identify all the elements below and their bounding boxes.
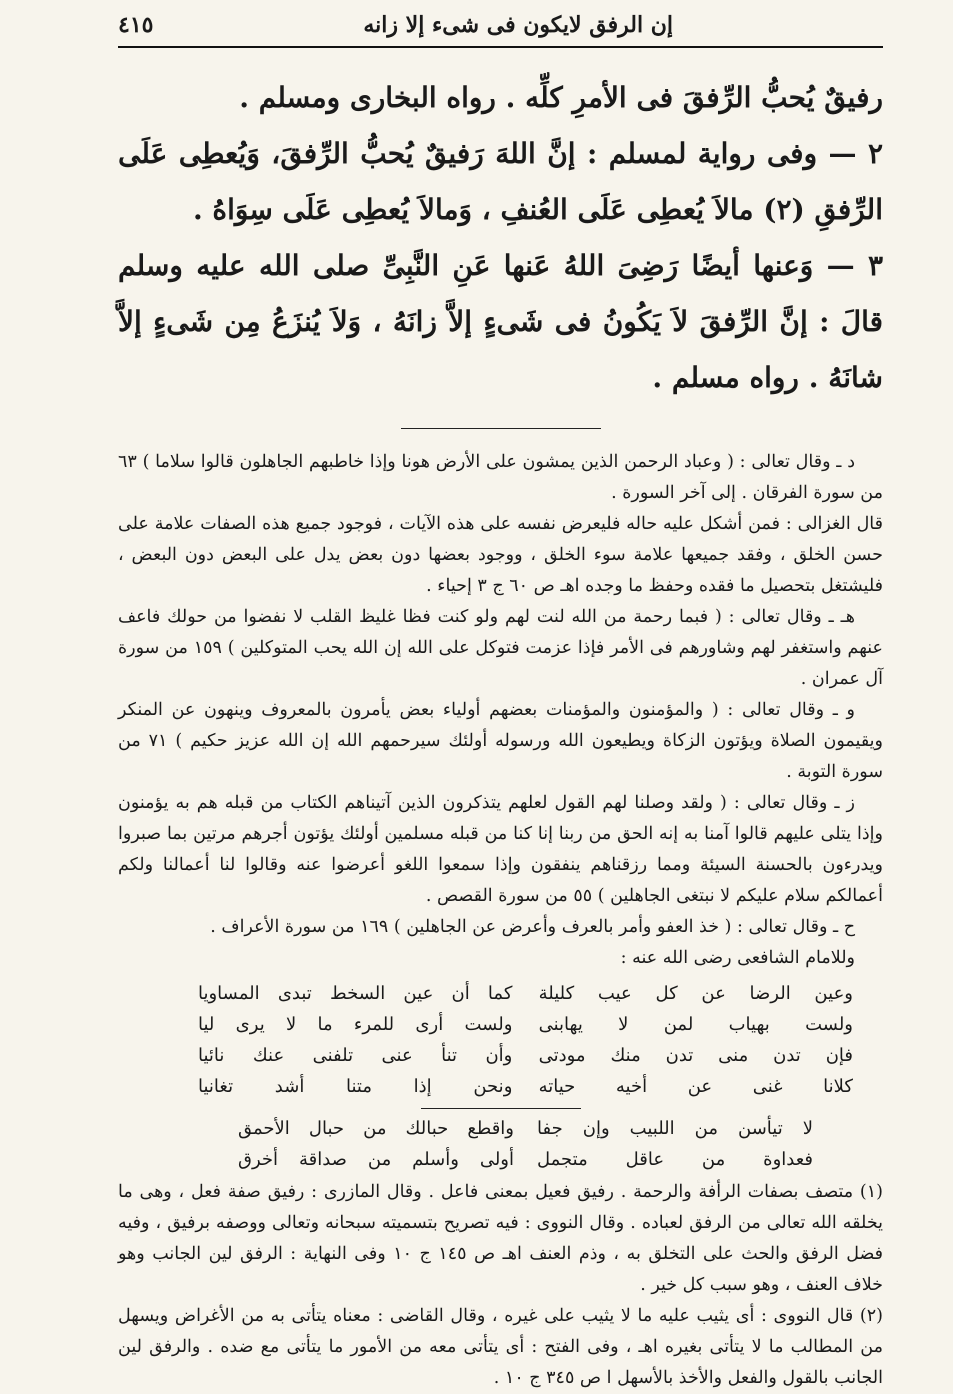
hadith-paragraph: رفيقٌ يُحبُّ الرِّفقَ فى الأمرِ كلِّه . رواه البخارى ومسلم . — [239, 81, 883, 114]
running-header — [118, 8, 883, 48]
verse-hemistich: وأن تنأ عنى تلفنى عنك نائيا — [198, 1045, 513, 1066]
header-title: إن الرفق لايكون فى شىء إلا زانه — [363, 12, 673, 38]
footnote: (١) متصف بصفات الرأفة والرحمة . رفيق فعيل بمعنى فاعل . وقال المازرى : رفيق صفة فعل ، وهى ما يخلقه الله تعالى من الرفق لعباده . وقال النووى : فيه تصريح بتسميته سبحانه وتعالى ووصفه برفيق ، وفيه فضل الرفق والحث على التخلق به ، وذم العنف اهـ ص ١٤٥ ج ١٠ وفى النهاية : الرفق لين الجانب وهو خلاف العنف ، وهو سبب كل خير . — [118, 1182, 883, 1295]
verse-row — [118, 1040, 883, 1071]
poem-verses — [118, 978, 883, 1102]
verse-hemistich: وعين الرضا عن كل عيب كليلة — [538, 983, 853, 1004]
poem-divider — [421, 1108, 581, 1109]
verse-row — [118, 978, 883, 1009]
poem-verses-second — [118, 1113, 883, 1175]
verse-hemistich: واقطع حبالك من حبال الأحمق — [238, 1118, 514, 1139]
verse-row — [118, 1113, 883, 1144]
verse-hemistich: كما أن عين السخط تبدى المساويا — [198, 983, 513, 1004]
verse-row — [118, 1009, 883, 1040]
verse-hemistich: ونحن إذا متنا أشد تغانيا — [198, 1076, 513, 1097]
section-divider — [401, 428, 601, 429]
hadith-paragraph: ٢ — وفى رواية لمسلم : إنَّ اللهَ رَفيقٌ يُحبُّ الرِّفقَ، وَيُعطِى عَلَى الرِّفقِ (٢) مالاَ يُعطِى عَلَى العُنفِ ، وَمالاَ يُعطِى عَلَى سِوَاهُ . — [118, 137, 883, 226]
footnotes — [118, 1177, 883, 1394]
verse-hemistich: فعداوة من عاقل متجمل — [537, 1149, 813, 1170]
verse-hemistich: ولست أرى للمرء ما لا يرى ليا — [198, 1014, 513, 1035]
verse-hemistich: كلانا غنى عن أخيه حياته — [538, 1076, 853, 1097]
footnote: (٢) قال النووى : أى يثيب عليه ما لا يثيب على غيره ، وقال القاضى : معناه يتأتى به من الأغراض ويسهل من المطالب ما لا يتأتى بغيره اهـ ، وفى الفتح : أى يتأتى معه من الأمور ما يتأتى مع ضده . والرفق لين الجانب بالقول والفعل والأخذ بالأسهل ا ص ٣٤٥ ج ١٠ . — [118, 1306, 883, 1388]
hadith-text — [118, 70, 883, 406]
page-number: ٤١٥ — [118, 12, 154, 38]
verse-hemistich: أولى وأسلم من صداقة أخرق — [238, 1149, 514, 1170]
note-paragraph: ز ـ وقال تعالى : ( ولقد وصلنا لهم القول لعلهم يتذكرون الذين آتيناهم الكتاب من قبله هم به يؤمنون وإذا يتلى عليهم قالوا آمنا به إنه الحق من ربنا إنا كنا من قبله مسلمين أولئك يؤتون أجرهم مرتين بما صبروا ويدرءون بالحسنة السيئة ومما رزقناهم ينفقون وإذا سمعوا اللغو أعرضوا عنه وقالوا لنا أعمالنا ولكم أعمالكم سلام عليكم لا نبتغى الجاهلين ) ٥٥ من سورة القصص . — [118, 793, 883, 906]
hadith-paragraph: ٣ — وَعنها أيضًا رَضِىَ اللهُ عَنها عَنِ النَّبِىِّ صلى الله عليه وسلم قالَ : إنَّ الرِّفقَ لاَ يَكُونُ فى شَىءٍ إلاَّ زانَهُ ، وَلاَ يُنزَعُ مِن شَىءٍ إلاَّ شانَهُ . رواه مسلم . — [118, 249, 883, 394]
note-paragraph: ح ـ وقال تعالى : ( خذ العفو وأمر بالعرف وأعرض عن الجاهلين ) ١٦٩ من سورة الأعراف . — [210, 917, 855, 937]
commentary-notes — [118, 447, 883, 974]
verse-row — [118, 1071, 883, 1102]
note-paragraph: قال الغزالى : فمن أشكل عليه حاله فليعرض نفسه على هذه الآيات ، فوجود جميع هذه الصفات علامة على حسن الخلق ، وفقد جميعها علامة سوء الخلق ، ووجود بعضها دون بعض يدل على البعض دون البعض ، فليشتغل بتحصيل ما فقده وحفظ ما وجده اهـ ص ٦٠ ج ٣ إحياء . — [118, 514, 883, 596]
verse-row — [118, 1144, 883, 1175]
verse-hemistich: ولست بهياب لمن لا يهابنى — [538, 1014, 853, 1035]
note-paragraph: هـ ـ وقال تعالى : ( فبما رحمة من الله لنت لهم ولو كنت فظا غليظ القلب لا نفضوا من حولك فاعف عنهم واستغفر لهم وشاورهم فى الأمر فإذا عزمت فتوكل على الله إن الله يحب المتوكلين ) ١٥٩ من سورة آل عمران . — [118, 607, 883, 689]
verse-hemistich: لا تيأسن من اللبيب وإن جفا — [537, 1118, 813, 1139]
verse-hemistich: فإن تدن منى تدن منك مودتى — [538, 1045, 853, 1066]
note-paragraph: وللامام الشافعى رضى الله عنه : — [620, 948, 855, 968]
note-paragraph: د ـ وقال تعالى : ( وعباد الرحمن الذين يمشون على الأرض هونا وإذا خاطبهم الجاهلون قالوا سلاما ) ٦٣ من سورة الفرقان . إلى آخر السورة . — [118, 452, 883, 503]
note-paragraph: و ـ وقال تعالى : ( والمؤمنون والمؤمنات بعضهم أولياء بعض يأمرون بالمعروف وينهون عن المنكر ويقيمون الصلاة ويؤتون الزكاة ويطيعون الله ورسوله أولئك سيرحمهم الله إن الله عزيز حكيم ) ٧١ من سورة التوبة . — [118, 700, 883, 782]
